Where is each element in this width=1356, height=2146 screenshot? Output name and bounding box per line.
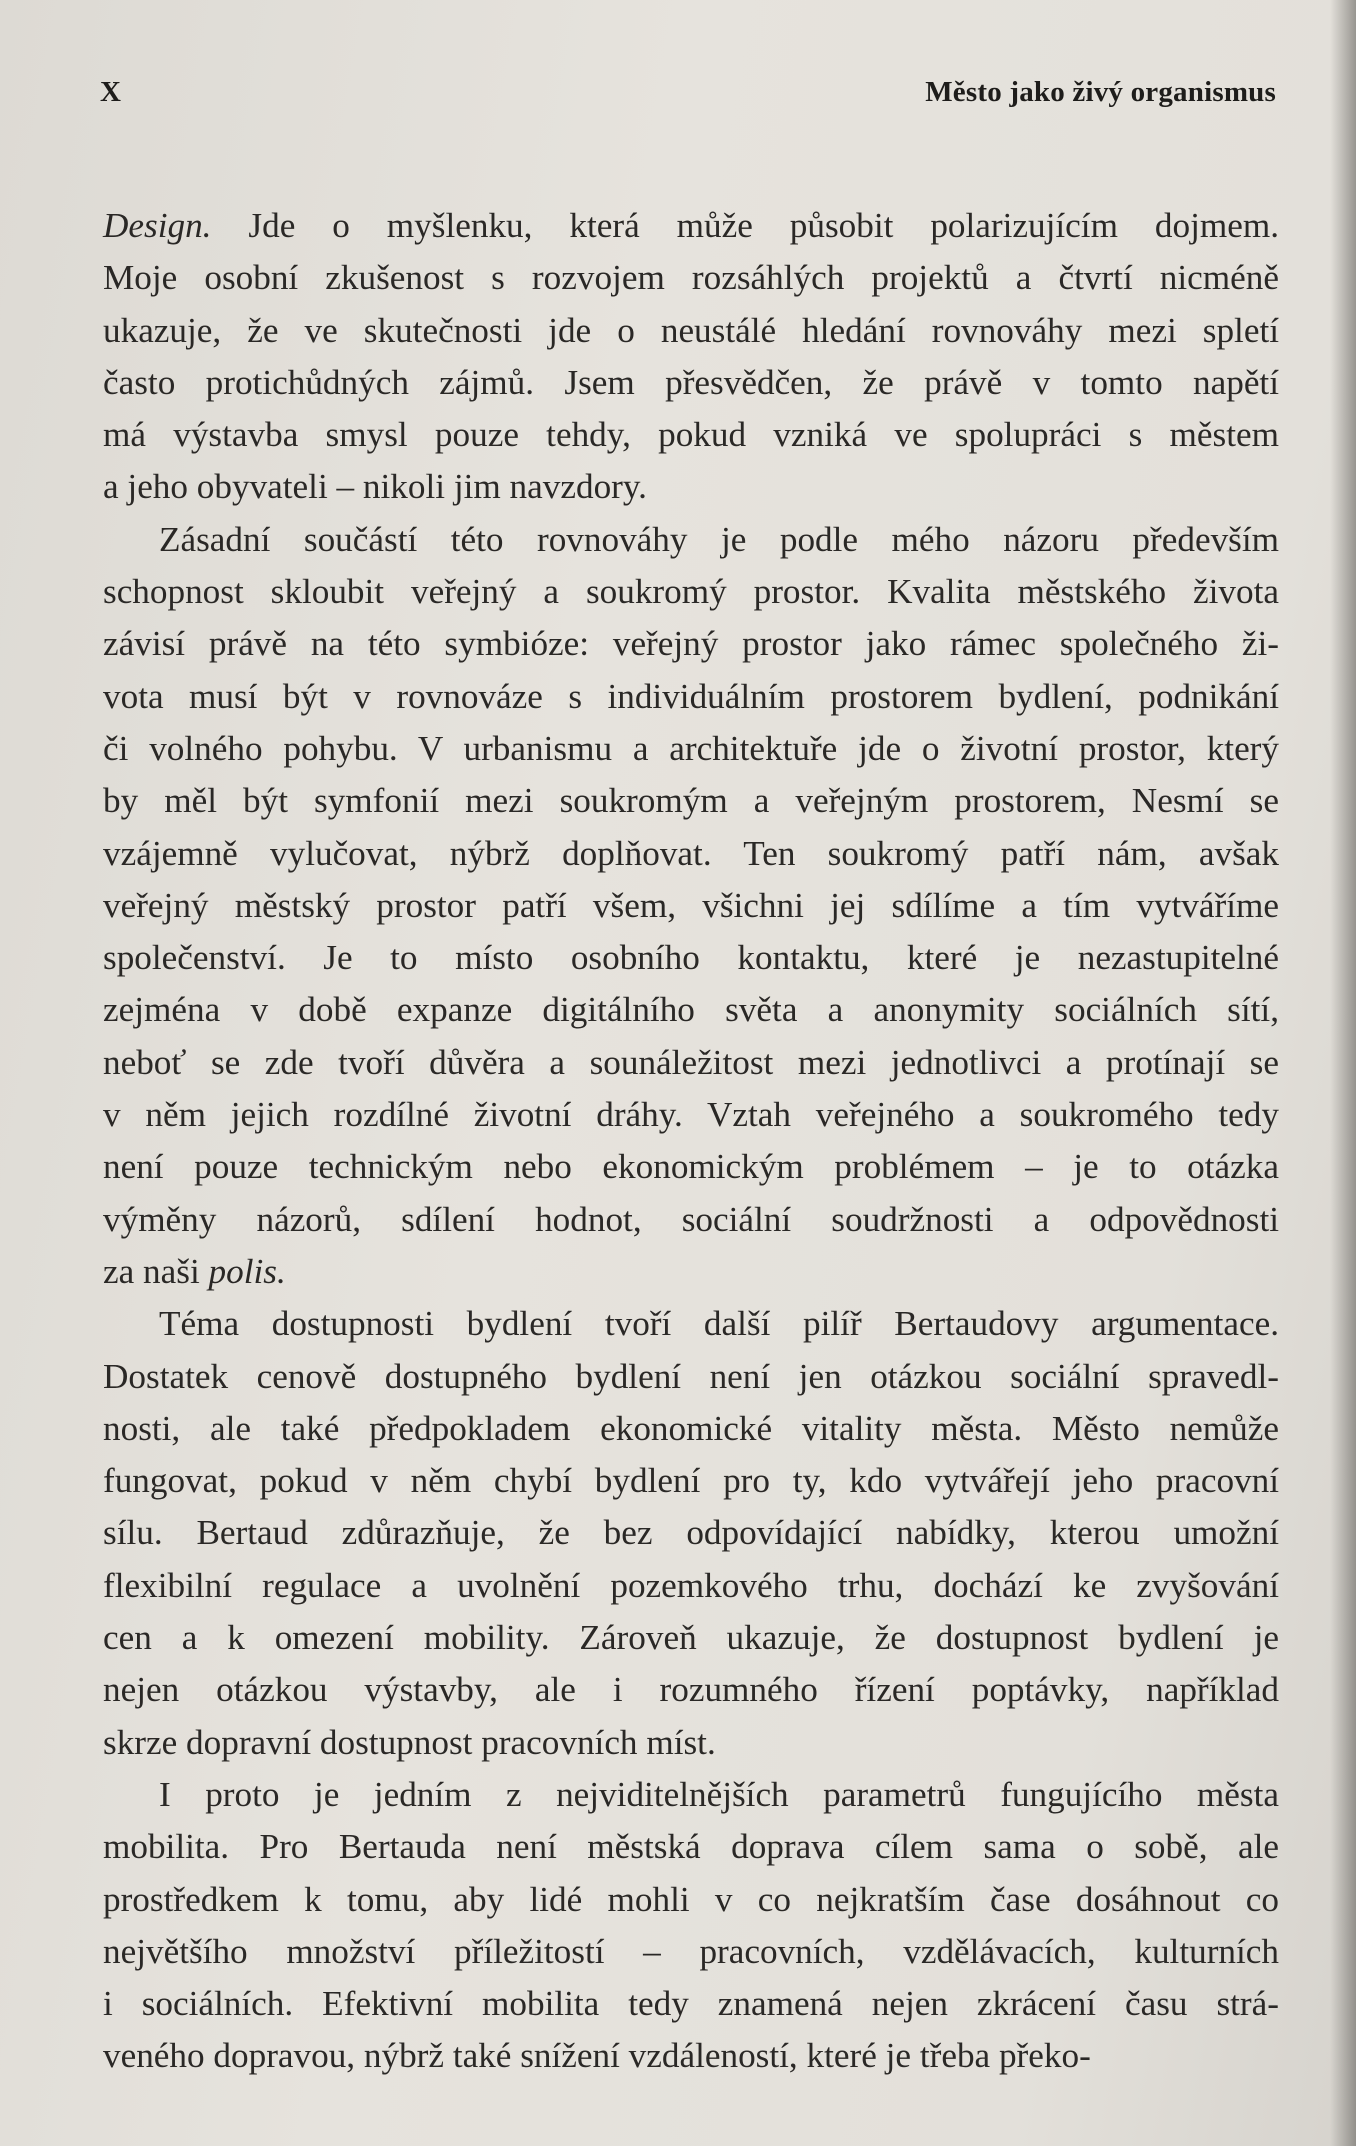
text-line: zejména v době expanze digitálního světa a anonymity sociálních sítí,	[103, 990, 1279, 1030]
text-line: výměny názorů, sdílení hodnot, sociální soudržnosti a odpovědnosti	[103, 1199, 1279, 1239]
paragraph	[103, 514, 1279, 1298]
paragraph	[103, 1769, 1279, 2083]
line-text: Jde o myšlenku, která může působit polarizujícím dojmem.	[211, 206, 1279, 245]
text-line: Téma dostupnosti bydlení tvoří další pilíř Bertaudovy argumentace.	[159, 1304, 1279, 1344]
running-header	[100, 76, 1276, 116]
text-line: ukazuje, že ve skutečnosti jde o neustálé hledání rovnováhy mezi spletí	[103, 310, 1279, 350]
text-line: společenství. Je to místo osobního kontaktu, které je nezastupitelné	[103, 938, 1279, 978]
text-line: často protichůdných zájmů. Jsem přesvědčen, že právě v tomto napětí	[103, 362, 1279, 402]
text-line: není pouze technickým nebo ekonomickým problémem – je to otázka	[103, 1147, 1279, 1187]
text-line: nosti, ale také předpokladem ekonomické vitality města. Město nemůže	[103, 1408, 1279, 1448]
text-line: veřejný městský prostor patří všem, všichni jej sdílíme a tím vytváříme	[103, 885, 1279, 925]
italic-term: Design.	[103, 206, 212, 245]
text-line: má výstavba smysl pouze tehdy, pokud vzniká ve spolupráci s městem	[103, 415, 1279, 455]
text-line: veného dopravou, nýbrž také snížení vzdáleností, které je třeba překo-	[103, 2036, 1091, 2076]
text-line: fungovat, pokud v něm chybí bydlení pro ty, kdo vytvářejí jeho pracovní	[103, 1461, 1279, 1501]
text-line: vota musí být v rovnováze s individuálním prostorem bydlení, podnikání	[103, 676, 1279, 716]
text-line: závisí právě na této symbióze: veřejný prostor jako rámec společného ži-	[103, 624, 1279, 664]
paragraph	[103, 200, 1279, 514]
italic-term: polis.	[208, 1251, 286, 1291]
text-line: a jeho obyvateli – nikoli jim navzdory.	[103, 467, 647, 507]
text-line: schopnost skloubit veřejný a soukromý prostor. Kvalita městského života	[103, 572, 1279, 612]
text-line: by měl být symfonií mezi soukromým a veřejným prostorem, Nesmí se	[103, 781, 1279, 821]
text-line: flexibilní regulace a uvolnění pozemkového trhu, dochází ke zvyšování	[103, 1565, 1279, 1605]
text-line: mobilita. Pro Bertauda není městská doprava cílem sama o sobě, ale	[103, 1827, 1279, 1867]
text-line: Moje osobní zkušenost s rozvojem rozsáhlých projektů a čtvrtí nicméně	[103, 258, 1279, 298]
line-text: za naši	[103, 1251, 209, 1291]
paragraph	[103, 1298, 1279, 1769]
body-text	[103, 200, 1279, 2083]
running-title: Město jako živý organismus	[925, 76, 1276, 108]
text-line	[103, 1246, 1279, 1298]
text-line: prostředkem k tomu, aby lidé mohli v co nejkratším čase dosáhnout co	[103, 1879, 1279, 1919]
text-line: největšího množství příležitostí – pracovních, vzdělávacích, kulturních	[103, 1931, 1279, 1971]
text-line: vzájemně vylučovat, nýbrž doplňovat. Ten soukromý patří nám, avšak	[103, 833, 1279, 873]
text-line	[103, 200, 1279, 252]
text-line: I proto je jedním z nejviditelnějších parametrů fungujícího města	[159, 1774, 1279, 1814]
text-line: Zásadní součástí této rovnováhy je podle mého názoru především	[159, 519, 1279, 559]
text-line: skrze dopravní dostupnost pracovních míst.	[103, 1722, 716, 1762]
text-line: či volného pohybu. V urbanismu a architektuře jde o životní prostor, který	[103, 728, 1279, 768]
text-line: i sociálních. Efektivní mobilita tedy znamená nejen zkrácení času strá-	[103, 1984, 1279, 2024]
text-line: sílu. Bertaud zdůrazňuje, že bez odpovídající nabídky, kterou umožní	[103, 1513, 1279, 1553]
text-line: cen a k omezení mobility. Zároveň ukazuje, že dostupnost bydlení je	[103, 1618, 1279, 1658]
text-line: Dostatek cenově dostupného bydlení není jen otázkou sociální spravedl-	[103, 1356, 1279, 1396]
text-line: v něm jejich rozdílné životní dráhy. Vztah veřejného a soukromého tedy	[103, 1095, 1279, 1135]
page-number: X	[100, 76, 122, 108]
text-line: nejen otázkou výstavby, ale i rozumného řízení poptávky, například	[103, 1670, 1279, 1710]
text-line: neboť se zde tvoří důvěra a sounáležitost mezi jednotlivci a protínají se	[103, 1042, 1279, 1082]
